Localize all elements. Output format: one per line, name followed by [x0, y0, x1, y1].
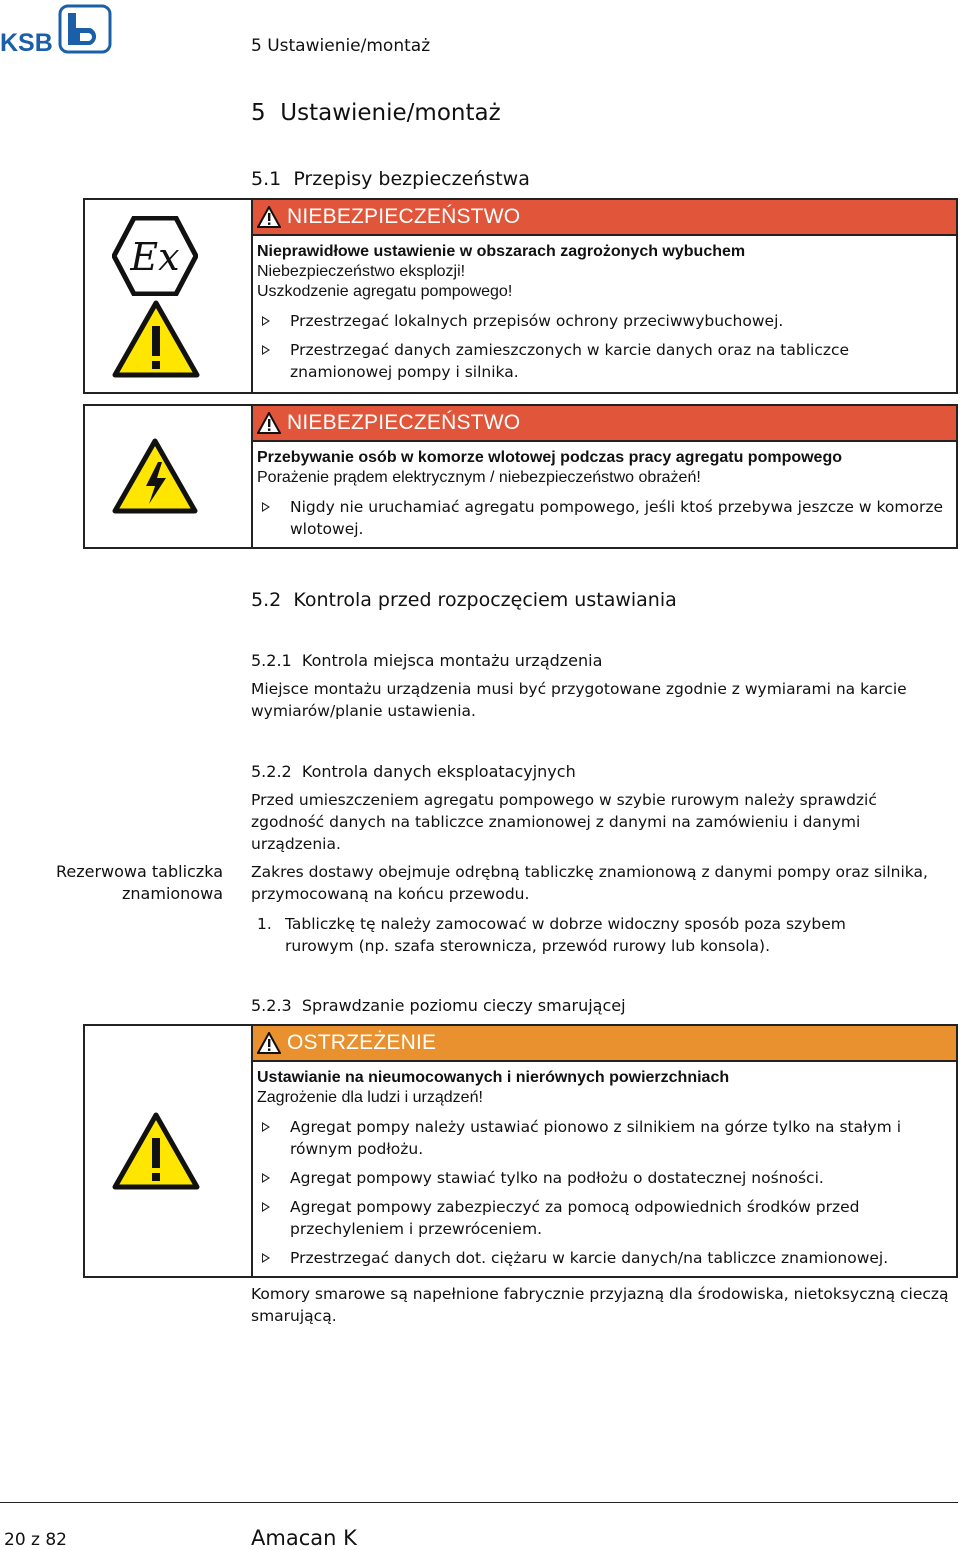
section-5-1-heading — [251, 168, 530, 190]
warning3-box — [251, 1024, 958, 1278]
step-text: Tabliczkę tę należy zamocować w dobrze widoczny sposób poza szybem rurowym (np. szafa sterownicza, przewód rurowy lub konsola). — [285, 915, 846, 955]
section-title: Sprawdzanie poziomu cieczy smarującej — [301, 996, 626, 1015]
product-name: Amacan K — [251, 1526, 357, 1550]
warning-icon — [112, 1112, 200, 1190]
warning2-header — [253, 406, 956, 442]
action-item — [257, 496, 952, 540]
signal-word: OSTRZEŻENIE — [287, 1031, 437, 1054]
warning1-icon-cell — [83, 198, 253, 394]
page-number: 20 z 82 — [4, 1530, 67, 1550]
chapter-title: Ustawienie/montaż — [280, 100, 501, 126]
action-item — [257, 1116, 952, 1160]
section-5-2-2-text: Przed umieszczeniem agregatu pompowego w szybie rurowym należy sprawdzić zgodność danych na tabliczce znamionowej z danymi na zamówieniu i danymi urządzenia. — [251, 791, 877, 853]
alert-triangle-icon — [257, 1032, 281, 1054]
high-voltage-icon — [112, 438, 198, 514]
section-number: 5.2.2 — [251, 762, 292, 781]
bullet-triangle-icon — [262, 1253, 270, 1263]
alert-triangle-icon — [257, 412, 281, 434]
action-text: Przestrzegać danych zamieszczonych w karcie danych oraz na tabliczce znamionowej pompy i silnika. — [290, 341, 850, 381]
step-number: 1. — [257, 915, 272, 933]
section-5-2-heading — [251, 589, 677, 611]
section-5-2-1-heading — [251, 651, 602, 670]
section-5-2-2-heading — [251, 762, 576, 781]
section-number: 5.1 — [251, 168, 282, 190]
warning3-header — [253, 1026, 956, 1062]
bullet-triangle-icon — [262, 502, 270, 512]
bullet-triangle-icon — [262, 1173, 270, 1183]
action-list — [257, 496, 952, 540]
bullet-triangle-icon — [262, 1122, 270, 1132]
section-title: Kontrola miejsca montażu urządzenia — [301, 651, 603, 670]
action-item — [257, 1196, 952, 1240]
chapter-heading — [251, 100, 501, 126]
signal-word: NIEBEZPIECZEŃSTWO — [287, 411, 521, 434]
action-list — [257, 1116, 952, 1269]
closing-paragraph: Komory smarowe są napełnione fabrycznie przyjazną dla środowiska, nietoksyczną cieczą smarującą. — [251, 1285, 949, 1325]
warning1-header — [253, 200, 956, 236]
consequence-line: Niebezpieczeństwo eksplozji! — [257, 263, 466, 280]
bullet-triangle-icon — [262, 345, 270, 355]
action-text: Agregat pompy należy ustawiać pionowo z silnikiem na górze tylko na stałym i równym podłożu. — [290, 1118, 902, 1158]
chapter-number: 5 — [251, 100, 266, 126]
ex-icon — [112, 216, 198, 296]
consequence-line: Porażenie prądem elektrycznym / niebezpieczeństwo obrażeń! — [257, 469, 701, 486]
hazard-title: Nieprawidłowe ustawienie w obszarach zagrożonych wybuchem — [257, 243, 746, 260]
section-title: Kontrola danych eksploatacyjnych — [301, 762, 576, 781]
warning2-icon-cell — [83, 404, 253, 549]
hazard-title: Przebywanie osób w komorze wlotowej podczas pracy agregatu pompowego — [257, 449, 842, 466]
action-list — [257, 310, 952, 383]
ksb-logo — [0, 4, 116, 59]
bullet-triangle-icon — [262, 1202, 270, 1212]
hazard-title: Ustawianie na nieumocowanych i nierównych powierzchniach — [257, 1069, 730, 1086]
action-text: Przestrzegać danych dot. ciężaru w karcie danych/na tabliczce znamionowej. — [290, 1249, 889, 1267]
consequence-line: Zagrożenie dla ludzi i urządzeń! — [257, 1089, 483, 1106]
section-title: Przepisy bezpieczeństwa — [293, 168, 530, 190]
running-header: 5 Ustawienie/montaż — [251, 36, 431, 56]
logo-text: KSB — [0, 29, 53, 54]
footer-divider — [0, 1502, 958, 1503]
warning2-box — [251, 404, 958, 549]
action-item — [257, 1167, 952, 1189]
action-item — [257, 339, 952, 383]
margin-note: Rezerwowa tabliczka znamionowa — [55, 862, 223, 903]
numbered-item — [251, 913, 891, 957]
action-text: Nigdy nie uruchamiać agregatu pompowego, jeśli ktoś przebywa jeszcze w komorze wlotowej. — [290, 498, 943, 538]
warning3-icon-cell — [83, 1024, 253, 1278]
action-item — [257, 310, 952, 332]
section-title: Kontrola przed rozpoczęciem ustawiania — [293, 589, 677, 611]
section-number: 5.2.3 — [251, 996, 292, 1015]
svg-text:Ex: Ex — [130, 235, 180, 279]
section-number: 5.2 — [251, 589, 282, 611]
warning-icon — [112, 300, 200, 378]
section-5-2-3-heading — [251, 996, 626, 1015]
action-item — [257, 1247, 952, 1269]
section-5-2-1-text: Miejsce montażu urządzenia musi być przygotowane zgodnie z wymiarami na karcie wymiarów/planie ustawienia. — [251, 680, 907, 720]
numbered-list — [251, 913, 891, 957]
warning1-box — [251, 198, 958, 394]
bullet-triangle-icon — [262, 316, 270, 326]
alert-triangle-icon — [257, 206, 281, 228]
action-text: Agregat pompowy zabezpieczyć za pomocą odpowiednich środków przed przechyleniem i przewróceniem. — [290, 1198, 860, 1238]
consequence-line: Uszkodzenie agregatu pompowego! — [257, 283, 513, 300]
section-number: 5.2.1 — [251, 651, 292, 670]
action-text: Agregat pompowy stawiać tylko na podłożu o dostatecznej nośności. — [290, 1169, 824, 1187]
action-text: Przestrzegać lokalnych przepisów ochrony przeciwwybuchowej. — [290, 312, 784, 330]
section-5-2-2-text2: Zakres dostawy obejmuje odrębną tabliczkę znamionową z danymi pompy oraz silnika, przymocowaną na końcu przewodu. — [251, 863, 928, 903]
signal-word: NIEBEZPIECZEŃSTWO — [287, 205, 521, 228]
